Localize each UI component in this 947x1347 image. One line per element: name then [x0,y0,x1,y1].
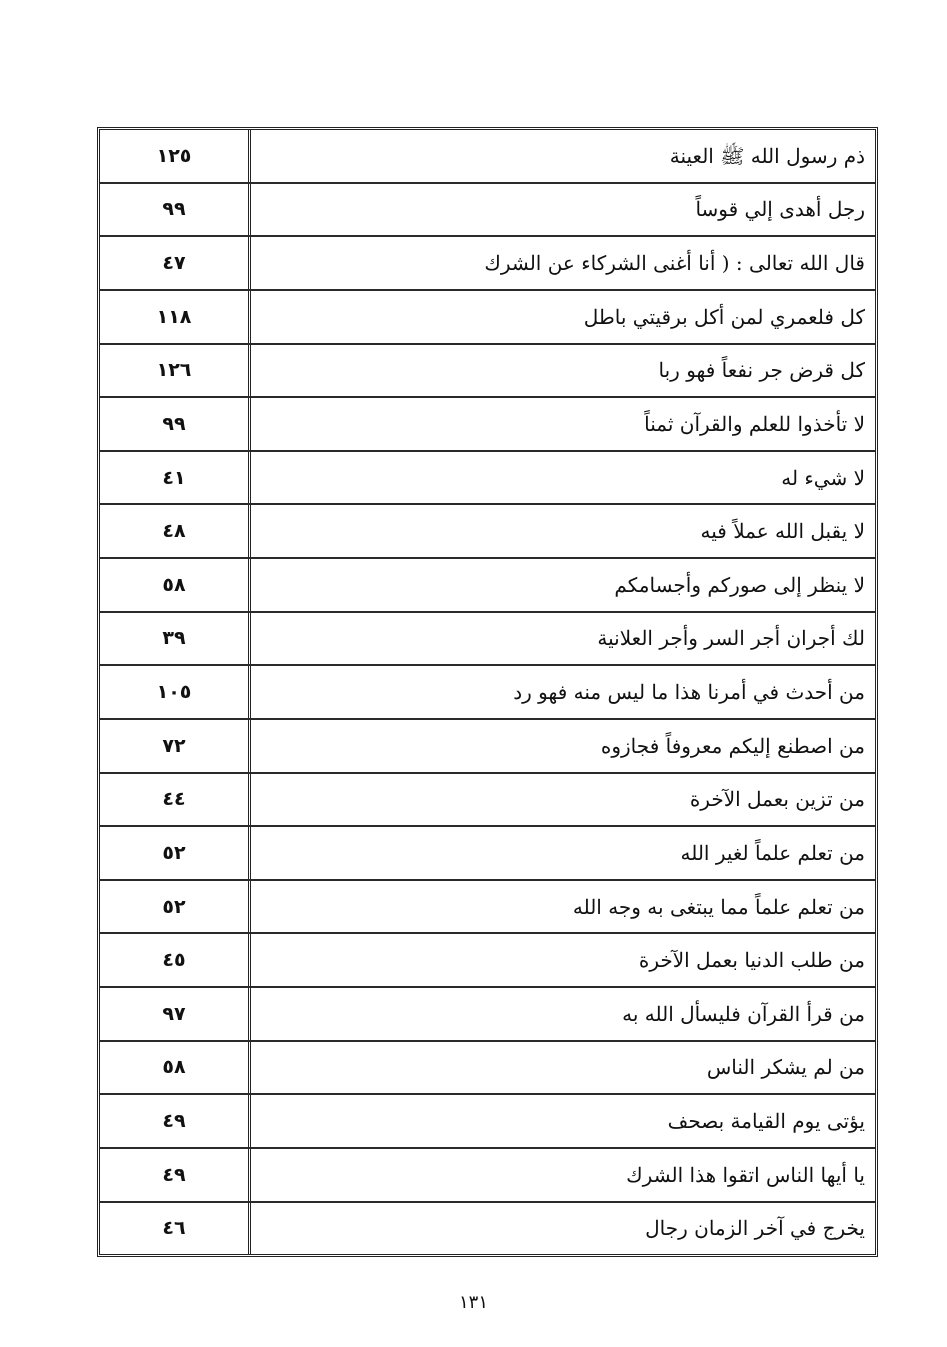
table-row [100,827,875,881]
page-reference: ٥٢ [162,841,186,864]
table-row [100,291,875,345]
table-row [100,934,875,988]
page-reference: ٤٦ [162,1217,186,1240]
hadith-text: من اصطنع إليكم معروفاً فجازوه [248,720,875,772]
table-row [100,130,875,184]
page-reference: ٤٥ [162,949,186,972]
table-row [100,774,875,828]
hadith-text: لك أجران أجر السر وأجر العلانية [248,613,875,665]
table-row [100,1095,875,1149]
table-row [100,1203,875,1255]
hadith-text: من أحدث في أمرنا هذا ما ليس منه فهو رد [248,666,875,718]
table-row [100,184,875,238]
hadith-text: من طلب الدنيا بعمل الآخرة [248,934,875,986]
hadith-text: من تعلم علماً لغير الله [248,827,875,879]
hadith-text: لا ينظر إلى صوركم وأجسامكم [248,559,875,611]
hadith-text: من تزين بعمل الآخرة [248,774,875,826]
table-row [100,1149,875,1203]
hadith-text: من لم يشكر الناس [248,1042,875,1094]
table-row [100,505,875,559]
hadith-text: لا شيء له [248,452,875,504]
page-reference: ٩٩ [162,412,186,435]
table-row [100,666,875,720]
hadith-text: يا أيها الناس اتقوا هذا الشرك [248,1149,875,1201]
hadith-text: ذم رسول الله ﷺ العينة [248,130,875,182]
hadith-text: لا يقبل الله عملاً فيه [248,505,875,557]
table-row [100,1042,875,1096]
hadith-text: قال الله تعالى : ( أنا أغنى الشركاء عن الشرك [248,237,875,289]
page-reference: ٥٢ [162,895,186,918]
page-reference: ٤٨ [162,520,186,543]
hadith-text: كل قرض جر نفعاً فهو ربا [248,345,875,397]
page-reference: ٤٧ [162,252,186,275]
page-reference: ٥٨ [162,1056,186,1079]
page-reference: ١٢٦ [156,359,192,382]
hadith-text: يؤتى يوم القيامة بصحف [248,1095,875,1147]
table-row [100,881,875,935]
table-row [100,988,875,1042]
page-reference: ٩٧ [162,1002,186,1025]
page-reference: ٣٩ [162,627,186,650]
table-row [100,237,875,291]
table-row [100,559,875,613]
table-row [100,720,875,774]
hadith-text: من تعلم علماً مما يبتغى به وجه الله [248,881,875,933]
page-reference: ٥٨ [162,573,186,596]
table-row [100,398,875,452]
page-reference: ٤١ [162,466,186,489]
hadith-text: من قرأ القرآن فليسأل الله به [248,988,875,1040]
page-reference: ٤٩ [162,1110,186,1133]
page-reference: ٤٤ [162,788,186,811]
page-reference: ٤٩ [162,1163,186,1186]
page-reference: ٩٩ [162,198,186,221]
hadith-text: لا تأخذوا للعلم والقرآن ثمناً [248,398,875,450]
hadith-text: رجل أهدى إلي قوساً [248,184,875,236]
page-reference: ١٢٥ [156,144,192,167]
page-number: ١٣١ [458,1292,488,1313]
hadith-index-table [97,127,878,1257]
page-reference: ١٠٥ [156,681,192,704]
table-row [100,452,875,506]
hadith-text: كل فلعمري لمن أكل برقيتي باطل [248,291,875,343]
hadith-text: يخرج في آخر الزمان رجال [248,1203,875,1255]
page-reference: ١١٨ [156,305,192,328]
page-reference: ٧٢ [162,734,186,757]
table-row [100,345,875,399]
table-row [100,613,875,667]
